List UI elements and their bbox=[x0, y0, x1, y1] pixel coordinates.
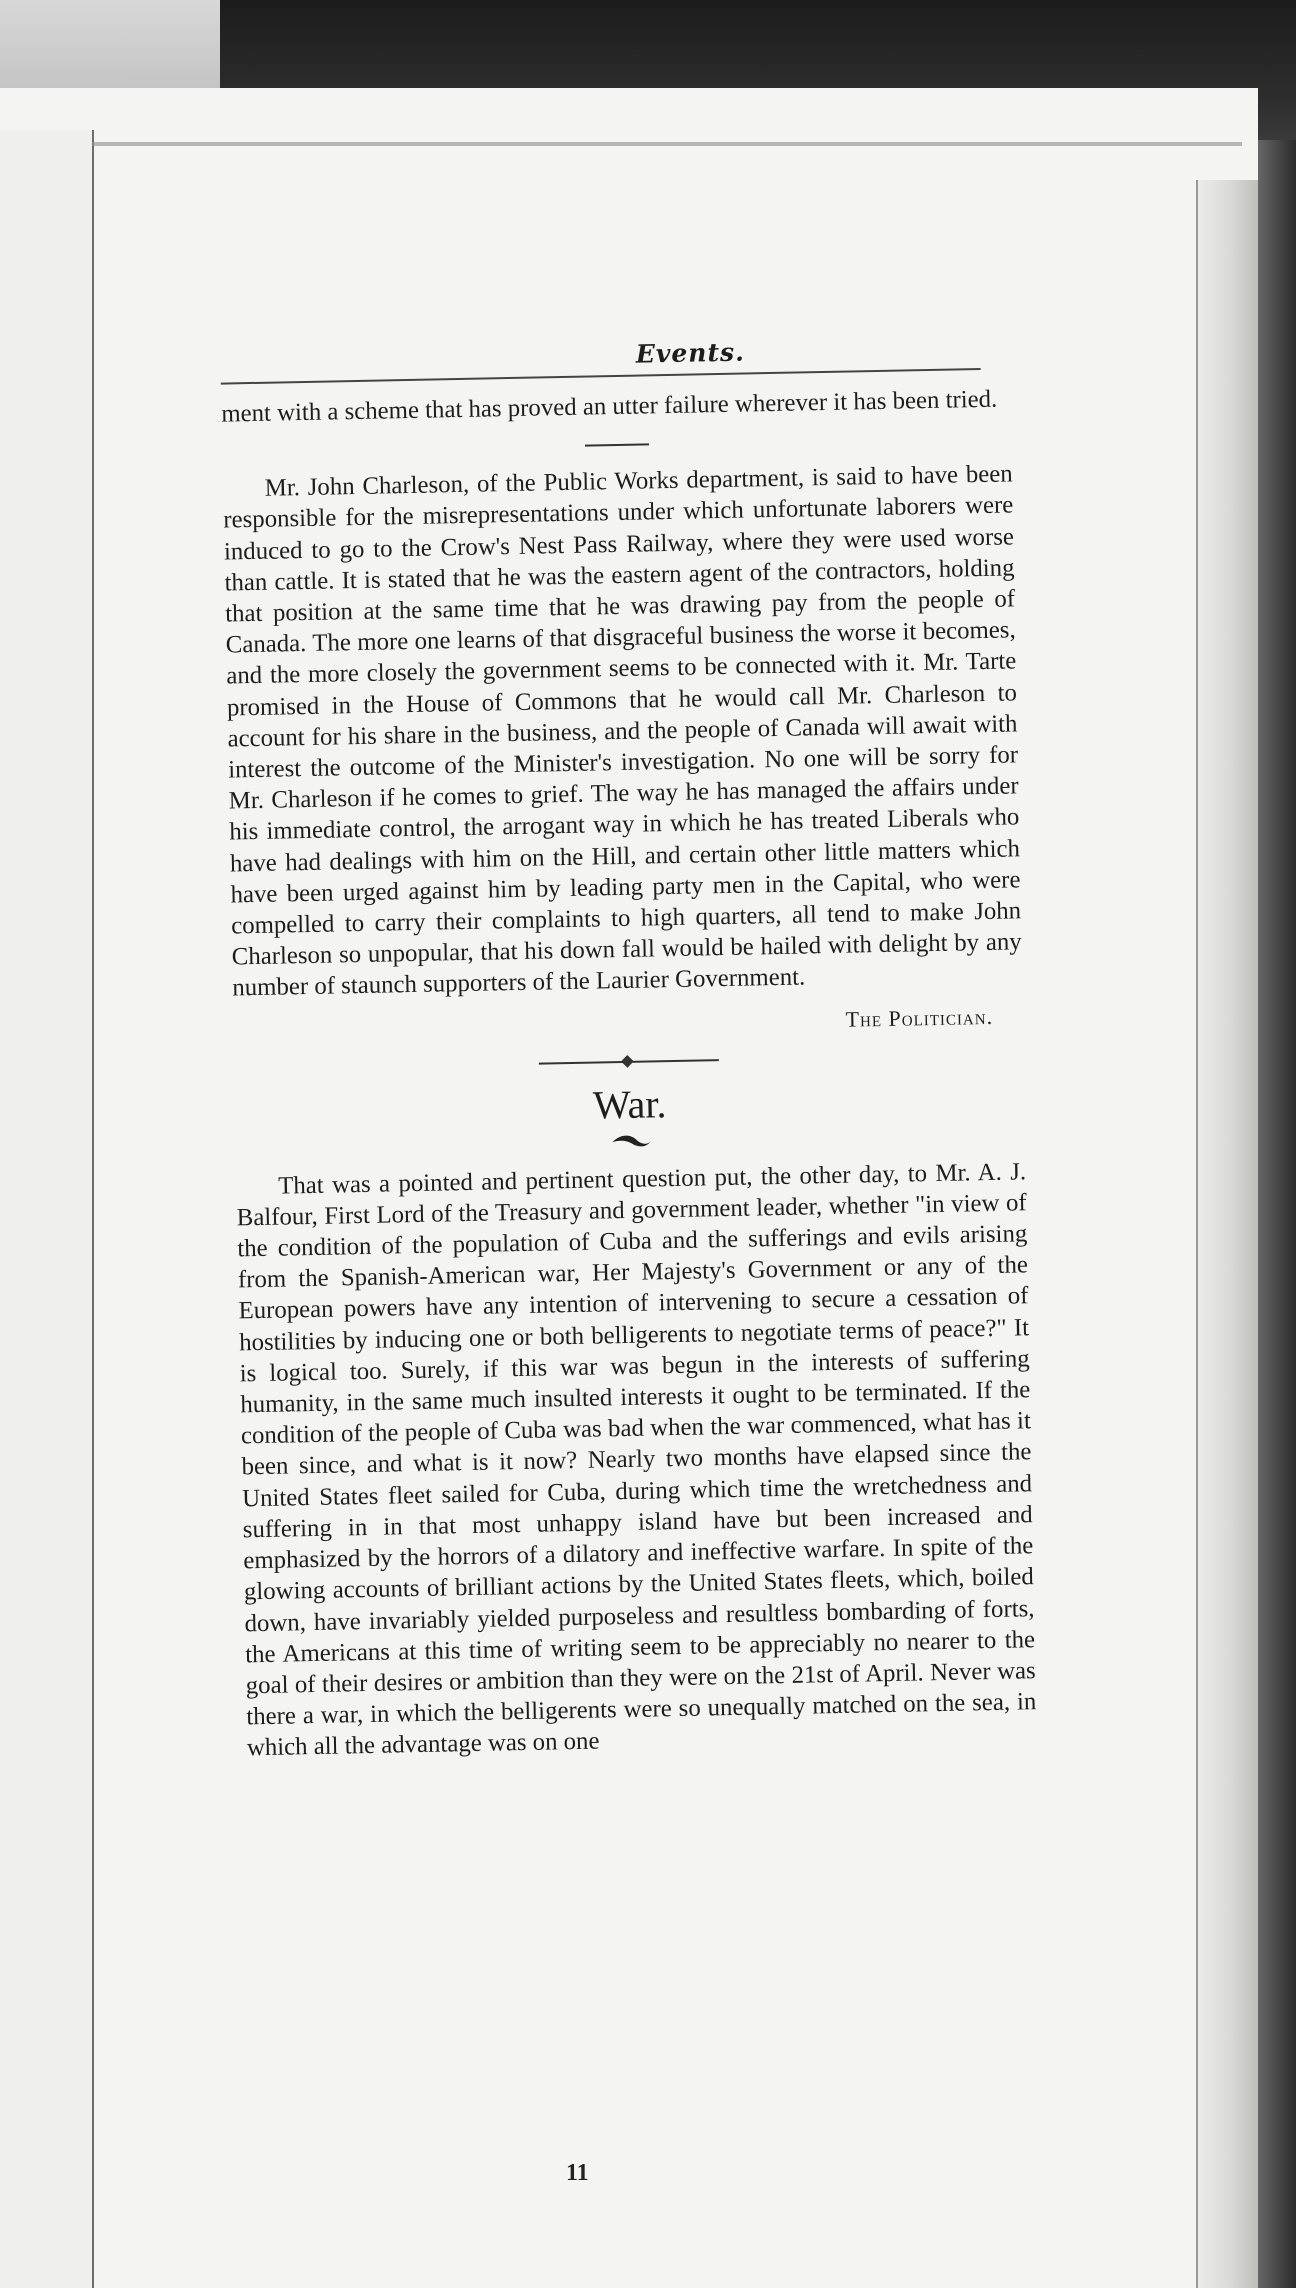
war-paragraph: That was a pointed and pertinent question put, the other day, to Mr. A. J. Balfour, First Lord of the Treasury and government leader, whether "in view of the condition of the population of Cuba and the sufferings and evils arising from the Spanish-American war, Her Majesty's Government or any of the European powers have any intention of intervening to secure a cessation of hostilities by inducing one or both belligerents to negotiate terms of peace?" It is logical too. Surely, if this war was begun in the interests of suffering humanity, in the same much insulted interests it ought to be terminated. If the condition of the people of Cuba was bad when the war commenced, what has it been since, and what is it now? Nearly two months have elapsed since the United States fleet sailed for Cuba, during which time the wretchedness and suffering in in that most unhappy island have but been increased and emphasized by the horrors of a dilatory and ineffective warfare. In spite of the glowing accounts of brilliant actions by the United States fleets, which, boiled down, have invariably yielded purposeless and resultless bombarding of forts, the Americans at this time of writing seem to be appreciably no nearer to the goal of their desires or ambition than they were on the 21st of April. Never was there a war, in which the belligerents were so unequally matched on the sea, in which all the advantage was on one bbox=[236, 1157, 1037, 1762]
continuation-paragraph: ment with a scheme that has proved an utter failure wherever it has been tried. bbox=[221, 385, 998, 428]
article-signature: The Politician. bbox=[845, 1003, 994, 1032]
running-head: Events. bbox=[635, 337, 746, 369]
charleson-paragraph: Mr. John Charleson, of the Public Works department, is said to have been responsible for the misrepresentations under which unfortunate laborers were induced to go to the Crow's Nest Pass Railway, where they were used worse than cattle. It is stated that he was the eastern agent of the contractors, holding that position at the same time that he was drawing pay from the people of Canada. The more one learns of that disgraceful business the worse it becomes, and the more closely the government seems to be connected with it. Mr. Tarte promised in the House of Commons that he would call Mr. Charleson to account for his share in the business, and the people of Canada will await with interest the outcome of the Minister's investigation. No one will be sorry for Mr. Charleson if he comes to grief. The way he has managed the affairs under his immediate control, the arrogant way in which he has treated Liberals who have had dealings with him on the Hill, and certain other little matters which have been urged against him by leading party men in the Capital, who were compelled to carry their complaints to high quarters, all tend to make John Charleson so unpopular, that his down fall would be hailed with delight by any number of staunch supporters of the Laurier Government. bbox=[223, 460, 1022, 1002]
page-content bbox=[220, 332, 1037, 1763]
page-top-rule bbox=[92, 142, 1242, 146]
page-number: 11 bbox=[566, 2160, 589, 2186]
section-separator-rule bbox=[585, 444, 649, 447]
left-page-edge bbox=[0, 130, 94, 2288]
right-page-edge bbox=[1196, 180, 1258, 2288]
flourish-ornament-icon bbox=[608, 1131, 652, 1150]
section-title: War. bbox=[592, 1080, 667, 1128]
ornament-rule bbox=[539, 1059, 719, 1064]
scan-background-right bbox=[1256, 140, 1296, 2288]
